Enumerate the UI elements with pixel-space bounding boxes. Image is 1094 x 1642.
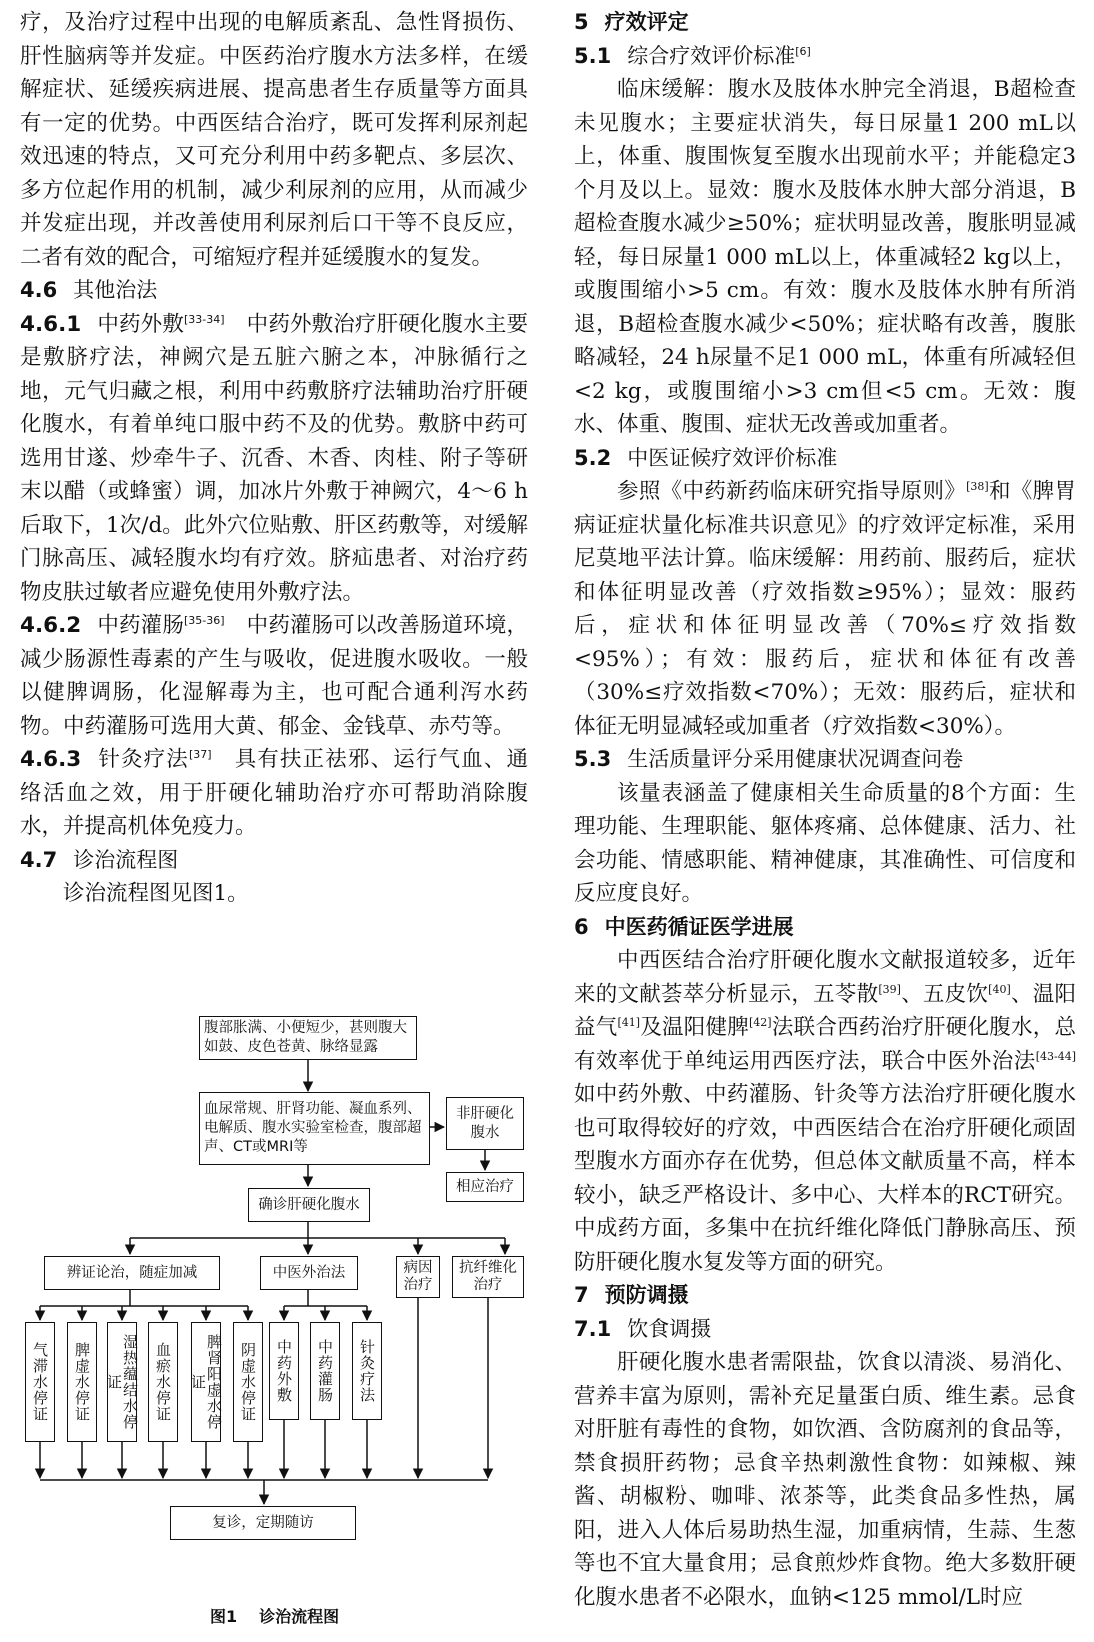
section-text: 中药外敷治疗肝硬化腹水主要是敷脐疗法，神阙穴是五脏六腑之本，冲脉循行之地，元气归藏之根，利用中药敷脐疗法辅助治疗肝硬化腹水，有着单纯口服中药不及的优势。敷脐中药可选用甘遂、炒牵牛子、沉香、木香、肉桂、附子等研末以醋（或蜂蜜）调，加冰片外敷于神阙穴，4～6 h后取下，1次/d。此外穴位贴敷、肝区药敷等，对缓解门脉高压、减轻腹水均有疗效。脐疝患者、对治疗药物皮肤过敏者应避免使用外敷疗法。: [20, 311, 528, 605]
flow-box-external-treatment: 中医外治法: [260, 1256, 358, 1290]
flow-box-syndrome-type: 湿热蕴结水停证: [107, 1322, 137, 1442]
citation: [35-36]: [183, 613, 225, 627]
figure-number: 图1: [210, 1607, 238, 1626]
flow-box-corresponding-treatment: 相应治疗: [446, 1172, 524, 1202]
flow-box-syndrome-type: 脾虚水停证: [67, 1322, 97, 1442]
citation: [40]: [988, 982, 1011, 996]
citation: [37]: [188, 747, 212, 761]
left-column: [20, 6, 528, 911]
section-5-3-heading: [574, 743, 1076, 777]
section-title: 针灸疗法[37]: [97, 747, 212, 772]
flow-box-followup: 复诊，定期随访: [170, 1506, 356, 1540]
section-4-6-3: [20, 743, 528, 844]
figure-title: 诊治流程图: [259, 1607, 340, 1626]
section-4-6-1: [20, 308, 528, 610]
flow-box-exams: 血尿常规、肝肾功能、凝血系列、电解质、腹水实验室检查，腹部超声、CT或MRI等: [199, 1092, 430, 1165]
flow-box-external-method: 针灸疗法: [352, 1322, 382, 1420]
flow-box-syndrome-treatment: 辨证论治，随症加减: [44, 1256, 220, 1290]
section-5-2-text: 参照《中药新药临床研究指导原则》[38]和《脾胃病证症状量化标准共识意见》的疗效评定标准，采用尼莫地平法计算。临床缓解：用药前、服药后，症状和体征明显改善（疗效指数≥95%）；显效：服药后，症状和体征明显改善（70%≤疗效指数<95%）；有效：服药后，症状和体征有改善（30%≤疗效指数<70%）；无效：服药后，症状和体征无明显减轻或加重者（疗效指数<30%）。: [574, 479, 1076, 739]
section-number: 7: [574, 1283, 589, 1307]
section-5-1-heading: [574, 40, 1076, 74]
figure-caption: [210, 1604, 339, 1627]
section-title: 综合疗效评价标准: [627, 43, 796, 68]
section-title: 预防调摄: [604, 1283, 689, 1307]
section-5-heading: [574, 6, 1076, 40]
section-title: 生活质量评分采用健康状况调查问卷: [627, 747, 964, 771]
section-4-6-2: [20, 609, 528, 743]
section-number: 4.6: [20, 278, 58, 302]
section-title: 其他治法: [73, 278, 158, 302]
flow-box-external-method: 中药灌肠: [310, 1322, 340, 1420]
right-column: [574, 6, 1076, 1614]
section-number: 7.1: [574, 1316, 612, 1341]
section-number: 5.3: [574, 747, 612, 771]
flow-box-antifibrosis-treatment: 抗纤维化治疗: [452, 1256, 524, 1298]
flow-box-external-method: 中药外敷: [269, 1322, 299, 1420]
flow-box-non-cirrhosis: 非肝硬化腹水: [446, 1097, 524, 1150]
section-number: 5.1: [574, 43, 612, 68]
citation: [6]: [795, 44, 811, 58]
section-title: 饮食调摄: [627, 1316, 712, 1341]
section-text: 具有扶正祛邪、运行气血、通络活血之效，用于肝硬化辅助治疗亦可帮助消除腹水，并提高机体免疫力。: [20, 747, 528, 839]
section-title: 中药外敷[33-34]: [97, 311, 225, 337]
section-number: 6: [574, 914, 589, 939]
section-title: 诊治流程图: [73, 847, 179, 872]
section-5-2-heading: [574, 442, 1076, 476]
flow-box-diagnosis: 确诊肝硬化腹水: [248, 1188, 370, 1222]
section-title: 中医证候疗效评价标准: [627, 445, 838, 470]
section-4-7-text: 诊治流程图见图1。: [63, 881, 249, 906]
section-title: 疗效评定: [604, 10, 689, 34]
section-6-text: 中西医结合治疗肝硬化腹水文献报道较多，近年来的文献荟萃分析显示，五苓散[39]、五皮饮[40]、温阳益气[41]及温阳健脾[42]法联合西药治疗肝硬化腹水，总有效率优于单纯运用西医疗法，联合中医外治法[43-44]如中药外敷、中药灌肠、针灸等方法治疗肝硬化腹水也可取得较好的疗效，中西医结合在治疗肝硬化顽固型腹水方面亦存在优势，但总体文献质量不高，样本较小，缺乏严格设计、多中心、大样本的RCT研究。中成药方面，多集中在抗纤维化降低门静脉高压、预防肝硬化腹水复发等方面的研究。: [574, 948, 1076, 1275]
flow-box-syndrome-type: 血瘀水停证: [148, 1322, 178, 1442]
section-number: 5.2: [574, 445, 612, 470]
flow-box-syndrome-type: 气滞水停证: [25, 1322, 55, 1442]
section-number: 4.6.1: [20, 311, 82, 337]
section-4-6-heading: [20, 274, 528, 308]
section-7-1-text: 肝硬化腹水患者需限盐，饮食以清淡、易消化、营养丰富为原则，需补充足量蛋白质、维生素。忌食对肝脏有毒性的食物，如饮酒、含防腐剂的食品等，禁食损肝药物；忌食辛热刺激性食物：如辣椒、辣酱、胡椒粉、咖啡、浓茶等，此类食品多性热，属阳，进入人体后易助热生湿，加重病情，生蒜、生葱等也不宜大量食用；忌食煎炒炸食物。绝大多数肝硬化腹水患者不必限水，血钠<125 mmol/L时应: [574, 1350, 1076, 1610]
section-6-heading: [574, 911, 1076, 945]
section-title: 中药灌肠[35-36]: [97, 613, 225, 638]
section-number: 4.6.2: [20, 613, 82, 638]
section-7-1-heading: [574, 1313, 1076, 1347]
citation: [43-44]: [1035, 1049, 1076, 1063]
section-number: 4.7: [20, 847, 58, 872]
section-title: 中医药循证医学进展: [604, 914, 794, 939]
flow-box-syndrome-type: 脾肾阳虚水停证: [191, 1322, 221, 1442]
paragraph-continuation: 疗，及治疗过程中出现的电解质紊乱、急性肾损伤、肝性脑病等并发症。中医药治疗腹水方法多样，在缓解症状、延缓疾病进展、提高患者生存质量等方面具有一定的优势。中西医结合治疗，既可发挥利尿剂起效迅速的特点，又可充分利用中药多靶点、多层次、多方位起作用的机制，减少利尿剂的应用，从而减少并发症出现，并改善使用利尿剂后口干等不良反应，二者有效的配合，可缩短疗程并延缓腹水的复发。: [20, 10, 528, 270]
section-7-heading: [574, 1279, 1076, 1313]
citation: [41]: [617, 1015, 641, 1029]
flow-box-syndrome-type: 阴虚水停证: [233, 1322, 263, 1442]
section-text: 中药灌肠可以改善肠道环境，减少肠源性毒素的产生与吸收，促进腹水吸收。一般以健脾调肠，化湿解毒为主，也可配合通利泻水药物。中药灌肠可选用大黄、郁金、金钱草、赤芍等。: [20, 613, 528, 739]
citation: [38]: [966, 479, 989, 493]
citation: [42]: [749, 1015, 772, 1029]
citation: [39]: [878, 982, 901, 996]
flow-box-etiology-treatment: 病因治疗: [396, 1256, 440, 1298]
section-number: 4.6.3: [20, 747, 82, 772]
section-5-1-text: 临床缓解：腹水及肢体水肿完全消退，B超检查未见腹水；主要症状消失，每日尿量1 200 mL以上，体重、腹围恢复至腹水出现前水平；并能稳定3个月及以上。显效：腹水及肢体水肿大部分消退，B超检查腹水减少≥50%；症状明显改善，腹胀明显减轻，每日尿量1 000 mL以上，体重减轻2 kg以上，或腹围缩小>5 cm。有效：腹水及肢体水肿有所消退，B超检查腹水减少<50%；症状略有改善，腹胀略减轻，24 h尿量不足1 000 mL，体重有所减轻但<2 kg，或腹围缩小>3 cm但<5 cm。无效：腹水、体重、腹围、症状无改善或加重者。: [574, 77, 1076, 437]
flow-box-symptoms: 腹部胀满、小便短少，甚则腹大如鼓、皮色苍黄、脉络显露: [199, 1016, 417, 1060]
section-4-7-heading: [20, 844, 528, 878]
section-5-3-text: 该量表涵盖了健康相关生命质量的8个方面：生理功能、生理职能、躯体疼痛、总体健康、活力、社会功能、情感职能、精神健康，其准确性、可信度和反应度良好。: [574, 780, 1076, 906]
section-number: 5: [574, 10, 589, 34]
citation: [33-34]: [183, 312, 225, 326]
